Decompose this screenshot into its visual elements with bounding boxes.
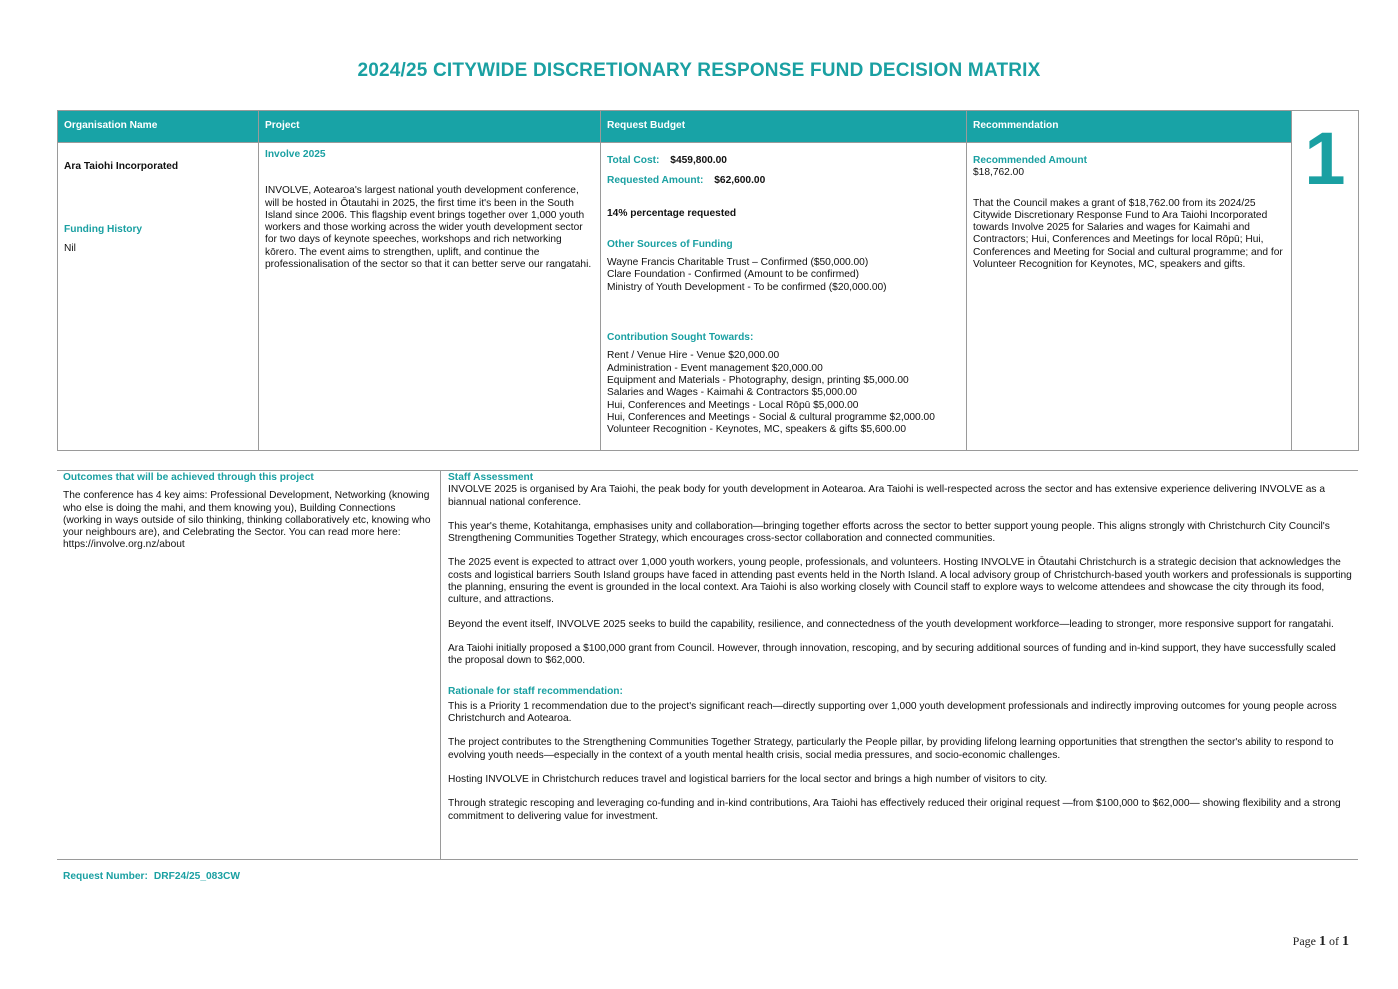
list-item: Hui, Conferences and Meetings - Local Rōpū $5,000.00	[607, 399, 859, 411]
list-item: Volunteer Recognition - Keynotes, MC, speakers & gifts $5,600.00	[607, 424, 907, 436]
project-name: Involve 2025	[265, 149, 326, 160]
document-title: 2024/25 CITYWIDE DISCRETIONARY RESPONSE FUND DECISION MATRIX	[357, 60, 1041, 81]
page-total: 1	[1342, 934, 1349, 949]
header-organisation: Organisation Name	[58, 111, 259, 143]
budget-cell	[601, 143, 967, 451]
recommended-amount-label: Recommended Amount	[973, 155, 1087, 166]
staff-assessment-paragraph: The 2025 event is expected to attract over 1,000 youth workers, young people, professionals, and volunteers. Hosting INVOLVE in Ōtautahi Christchurch is a strategic decision that acknowledges the costs and logistical barriers South Island groups have faced in attending past events held in the North Island. A local advisory group of Christchurch-based youth workers and professionals is supporting the planning, ensuring the event is grounded in the local context. Ara Taiohi is also working closely with Council staff to explore ways to welcome attendees and showcase the city through its food, culture, and attractions.	[448, 557, 1352, 606]
rationale-paragraph: Through strategic rescoping and leveraging co-funding and in-kind contributions, Ara Taiohi has effectively reduced their original request —from $100,000 to $62,000— showing flexibility and a strong commitment to delivering value for investment.	[448, 798, 1341, 822]
staff-assessment-panel	[442, 471, 1358, 859]
rationale-paragraph: Hosting INVOLVE in Christchurch reduces travel and logistical barriers for the local sector and brings a high number of visitors to city.	[448, 774, 1048, 786]
requested-amount-value: $62,600.00	[714, 175, 766, 187]
list-item: Salaries and Wages - Kaimahi & Contractors $5,000.00	[607, 387, 857, 399]
header-project: Project	[259, 111, 601, 143]
list-item: Hui, Conferences and Meetings - Social & cultural programme $2,000.00	[607, 411, 935, 423]
list-item: Equipment and Materials - Photography, design, printing $5,000.00	[607, 374, 909, 386]
header-recommendation: Recommendation	[967, 111, 1292, 143]
request-number	[63, 871, 240, 882]
assessment-section	[57, 470, 1358, 860]
contribution-label: Contribution Sought Towards:	[607, 332, 754, 344]
funding-history-value: Nil	[64, 242, 76, 254]
other-sources-list	[607, 257, 960, 294]
project-description: INVOLVE, Aotearoa's largest national youth development conference, will be hosted in Ōtautahi in 2025, the first time it's been in the South Island since 2006. This flagship event brings together over 1,000 youth workers and those working across the wider youth development sector for two days of keynote speeches, workshops and rich networking kōrero. The event aims to strengthen, uplift, and continue the professionalisation of the sector so that it can better serve our rangatahi.	[265, 185, 592, 271]
rationale-label: Rationale for staff recommendation:	[448, 685, 623, 697]
staff-assessment-label: Staff Assessment	[448, 472, 534, 483]
request-number-label: Request Number:	[63, 871, 148, 882]
rationale-paragraph: This is a Priority 1 recommendation due to the project's significant reach—directly supporting over 1,000 youth development professionals and indirectly improving outcomes for young people across Christchurch and Aotearoa.	[448, 700, 1337, 725]
recommendation-text: That the Council makes a grant of $18,762.00 from its 2024/25 Citywide Discretionary Response Fund to Ara Taiohi Incorporated towards Involve 2025 for Salaries and wages for Kaimahi and Contractors; Hui, Conferences and Meetings for local Rōpū; Hui, Conferences and Meeting for Social and cultural programme; and for Volunteer Recognition for Keynotes, MC, speakers and gifts.	[973, 197, 1283, 271]
page-of: of	[1329, 934, 1339, 948]
list-item: Ministry of Youth Development - To be confirmed ($20,000.00)	[607, 281, 887, 293]
project-cell	[259, 143, 601, 451]
list-item: Administration - Event management $20,000.00	[607, 362, 823, 374]
decision-matrix-table	[57, 110, 1359, 451]
outcomes-text: The conference has 4 key aims: Professional Development, Networking (knowing who else is doing the mahi, and them knowing you), Building Connections (working in ways outside of silo thinking, thinking collaboratively etc, knowing who your neighbours are), and Celebrating the Sector. You can read more here: https://involve.org.nz/about	[63, 490, 431, 551]
staff-assessment-paragraph: INVOLVE 2025 is organised by Ara Taiohi, the peak body for youth development in Aotearoa. Ara Taiohi is well-respected across the sector and has extensive experience delivering INVOLVE as a biannual national conference.	[448, 484, 1326, 508]
request-number-value: DRF24/25_083CW	[153, 871, 240, 882]
staff-assessment-paragraph: This year's theme, Kotahitanga, emphasises unity and collaboration—bringing together efforts across the sector to better support young people. This aligns strongly with Christchurch City Council's Strengthening Communities Together Strategy, which encourages cross-sector collaboration and connected communities.	[448, 520, 1330, 545]
matrix-header-row	[58, 111, 1359, 143]
outcomes-panel	[57, 471, 441, 859]
page-current: 1	[1319, 934, 1326, 949]
header-budget: Request Budget	[601, 111, 967, 143]
total-cost-value: $459,800.00	[670, 155, 727, 166]
organisation-cell	[58, 143, 259, 451]
percentage-requested: 14% percentage requested	[607, 207, 737, 219]
contributions-list	[607, 350, 960, 436]
recommended-amount-value: $18,762.00	[973, 167, 1024, 179]
total-cost-label: Total Cost:	[607, 155, 660, 166]
matrix-body-row	[58, 143, 1359, 451]
requested-amount-label: Requested Amount:	[607, 175, 704, 187]
priority-rank-cell	[1292, 111, 1359, 451]
page-number	[1293, 934, 1349, 950]
funding-history-label: Funding History	[64, 224, 143, 236]
outcomes-label: Outcomes that will be achieved through this project	[63, 472, 314, 483]
recommendation-cell	[967, 143, 1292, 451]
priority-rank: 1	[1304, 117, 1346, 200]
list-item: Rent / Venue Hire - Venue $20,000.00	[607, 350, 780, 362]
staff-assessment-paragraph: Beyond the event itself, INVOLVE 2025 seeks to build the capability, resilience, and connectedness of the youth development workforce—leading to stronger, more responsive support for rangatahi.	[448, 618, 1334, 630]
list-item: Clare Foundation - Confirmed (Amount to be confirmed)	[607, 269, 859, 281]
page-word: Page	[1292, 934, 1316, 948]
other-sources-label: Other Sources of Funding	[607, 238, 733, 250]
staff-assessment-paragraph: Ara Taiohi initially proposed a $100,000 grant from Council. However, through innovation, rescoping, and by securing additional sources of funding and in-kind support, they have successfully scaled the proposal down to $62,000.	[448, 642, 1336, 667]
rationale-paragraph: The project contributes to the Strengthening Communities Together Strategy, particularly the People pillar, by providing lifelong learning opportunities that strengthen the sector's ability to respond to evolving youth needs—especially in the context of a youth mental health crisis, social media pressures, and socio-economic challenges.	[448, 737, 1334, 761]
organisation-name: Ara Taiohi Incorporated	[64, 161, 179, 172]
list-item: Wayne Francis Charitable Trust – Confirmed ($50,000.00)	[607, 257, 869, 269]
